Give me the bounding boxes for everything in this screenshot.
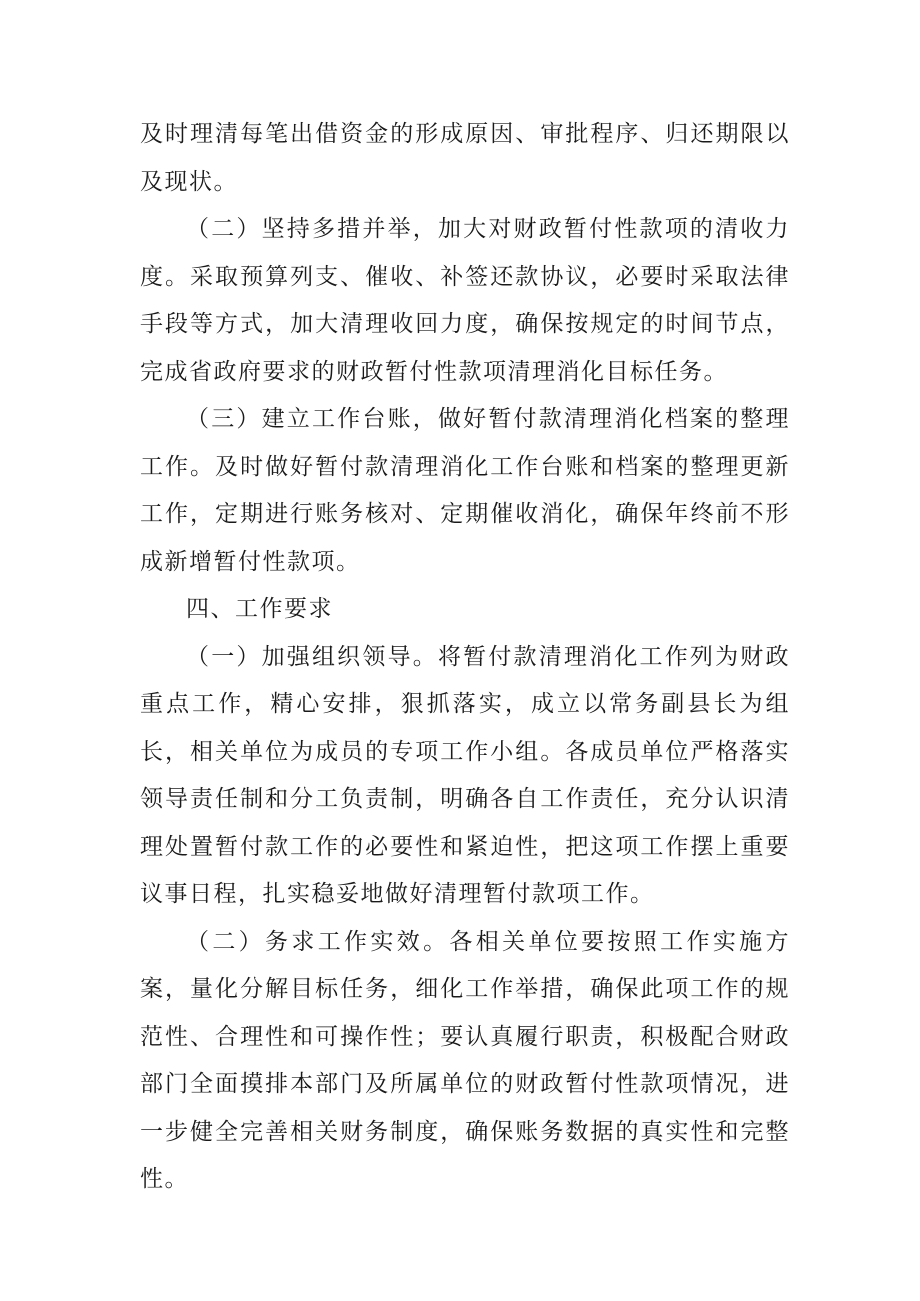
section-heading-requirements: 四、工作要求 [186, 596, 333, 622]
paragraph-item-3-ledger: （三）建立工作台账，做好暂付款清理消化档案的整理工作。及时做好暂付款清理消化工作台账和档案的整理更新工作，定期进行账务核对、定期催收消化，确保年终前不形成新增暂付性款项。 [140, 406, 790, 575]
document-body [140, 111, 790, 1204]
paragraph-item-2-effectiveness: （二）务求工作实效。各相关单位要按照工作实施方案，量化分解目标任务，细化工作举措，确保此项工作的规范性、合理性和可操作性；要认真履行职责，积极配合财政部门全面摸排本部门及所属单位的财政暂付性款项情况，进一步健全完善相关财务制度，确保账务数据的真实性和完整性。 [140, 928, 790, 1192]
paragraph-continuation: 及时理清每笔出借资金的形成原因、审批程序、归还期限以及现状。 [140, 121, 790, 195]
paragraph-item-2-collection: （二）坚持多措并举，加大对财政暂付性款项的清收力度。采取预算列支、催收、补签还款协议，必要时采取法律手段等方式，加大清理收回力度，确保按规定的时间节点，完成省政府要求的财政暂付性款项清理消化目标任务。 [140, 216, 790, 385]
paragraph-item-1-leadership: （一）加强组织领导。将暂付款清理消化工作列为财政重点工作，精心安排，狠抓落实，成立以常务副县长为组长，相关单位为成员的专项工作小组。各成员单位严格落实领导责任制和分工负责制，明确各自工作责任，充分认识清理处置暂付款工作的必要性和紧迫性，把这项工作摆上重要议事日程，扎实稳妥地做好清理暂付款项工作。 [140, 643, 790, 907]
